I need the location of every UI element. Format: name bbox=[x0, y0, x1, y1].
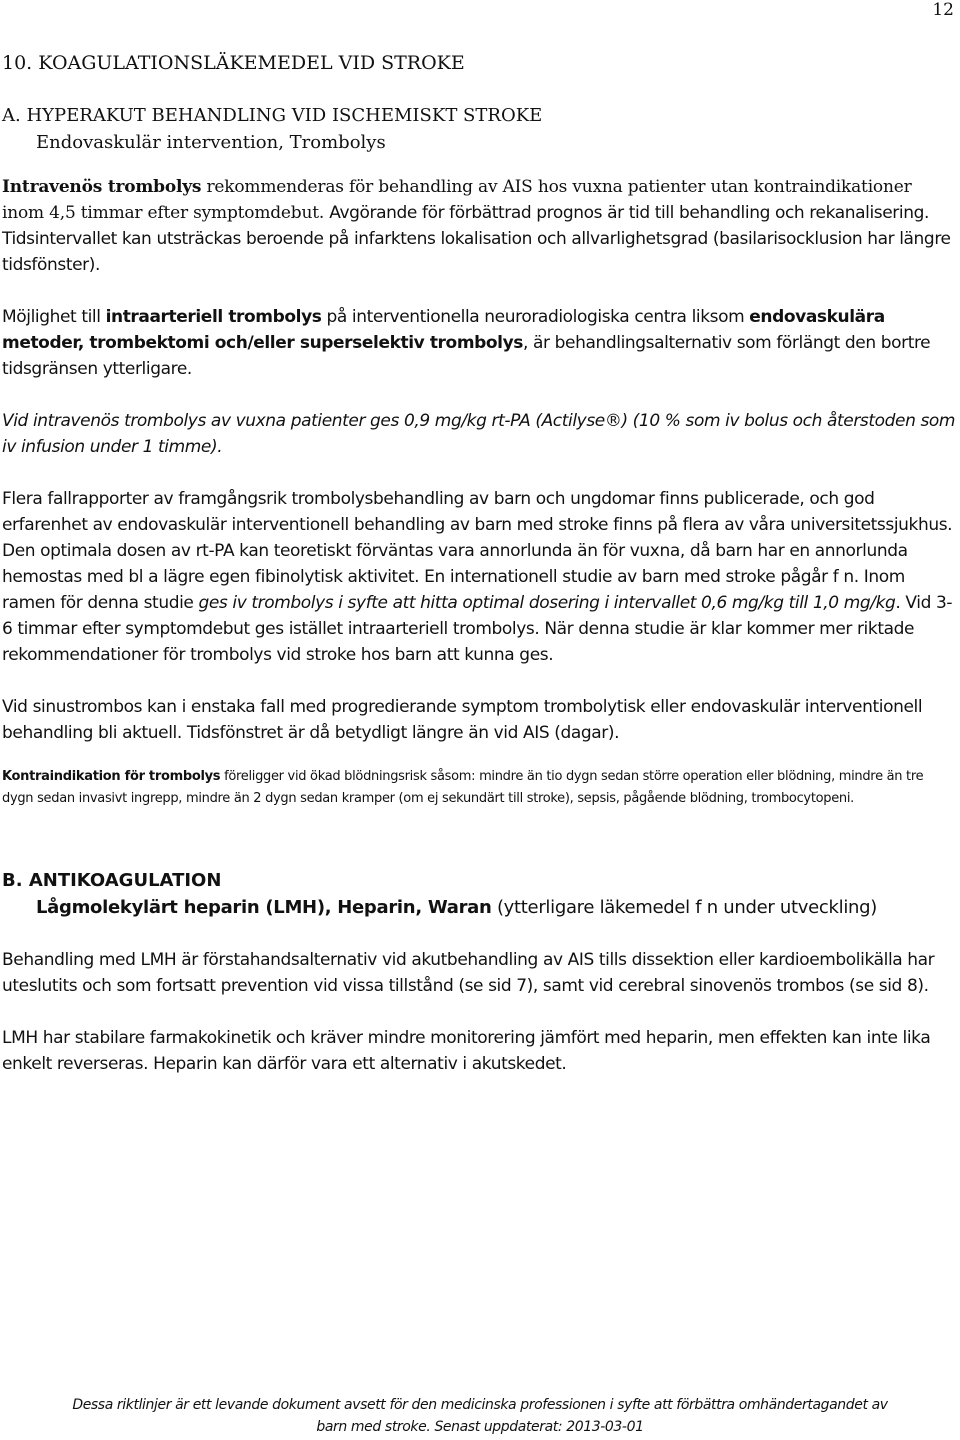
footer-note bbox=[0, 1394, 960, 1438]
anticoagulants-term: Lågmolekylärt heparin (LMH), Heparin, Waran bbox=[36, 897, 492, 918]
children-study-dosage: ges iv trombolys i syfte att hitta optimal dosering i intervallet 0,6 mg/kg till 1,0 mg/kg bbox=[198, 593, 896, 613]
page-number: 12 bbox=[932, 0, 954, 20]
dosage-text: Vid intravenös trombolys av vuxna patienter ges 0,9 mg/kg rt-PA (Actilyse®) (10 % som iv bolus och återstoden som iv infusion under 1 timme). bbox=[2, 411, 956, 457]
children-text-a: Flera fallrapporter av framgångsrik trombolysbehandling av barn och ungdomar finns publicerade, och god erfarenhet av endovaskulär interventionell behandling av barn med stroke finns på flera av våra universitetssjukhus. Den optimala dosen av rt-PA kan teoretiskt förväntas vara annorlunda än för vuxna, då barn har en annorlunda hemostas med bl a lägre egen fibinolytisk aktivitet. En internationell studie av barn med stroke pågår f n. Inom ramen för denna studie bbox=[2, 489, 953, 613]
section-a-subheading: Endovaskulär intervention, Trombolys bbox=[36, 132, 386, 153]
sinus-thrombosis-paragraph: Vid sinustrombos kan i enstaka fall med progredierande symptom trombolytisk eller endovaskulär interventionell behandling bli aktuell. Tidsfönstret är då betydligt längre än vid AIS (dagar). bbox=[2, 697, 923, 743]
lmh-treatment-paragraph: Behandling med LMH är förstahandsalternativ vid akutbehandling av AIS tills dissektion eller kardioembolikälla har uteslutits och som fortsatt prevention vid vissa tillstånd (se sid 7), samt vid cerebral sinovenös trombos (se sid 8). bbox=[2, 950, 935, 996]
dosage-paragraph bbox=[2, 408, 958, 460]
footer-line-2: barn med stroke. Senast uppdaterat: 2013-03-01 bbox=[316, 1419, 644, 1435]
intraarterial-text-c: på interventionella neuroradiologiska centra liksom bbox=[321, 307, 750, 327]
children-case-reports-paragraph bbox=[2, 486, 958, 668]
section-b-subheading bbox=[36, 894, 958, 921]
section-10-heading: 10. KOAGULATIONSLÄKEMEDEL VID STROKE bbox=[2, 52, 465, 74]
intraarterial-paragraph bbox=[2, 304, 958, 382]
prognosis-text: Avgörande för förbättrad prognos är tid till behandling och rekanalisering. Tidsintervallet kan utsträckas beroende på infarktens lokalisation och allvarlighetsgrad (basilarisocklusion har längre tidsfönster). bbox=[2, 203, 951, 275]
intravenous-thrombolysis-text: rekommenderas för behandling av AIS hos vuxna patienter utan kontraindikationer inom 4,5 timmar efter symptomdebut. bbox=[2, 177, 912, 223]
endovascular-methods-term: endovaskulära metoder, trombektomi och/eller superselektiv trombolys bbox=[2, 307, 885, 353]
intraarterial-text-d: , är behandlingsalternativ som förlängt den bortre tidsgränsen ytterligare. bbox=[2, 333, 931, 379]
section-b-heading: B. ANTIKOAGULATION bbox=[2, 870, 222, 891]
children-text-b: . Vid 3-6 timmar efter symptomdebut ges istället intraarteriell trombolys. När denna studie är klar kommer mer riktade rekommendationer för trombolys vid stroke hos barn att kunna ges. bbox=[2, 593, 953, 665]
section-a-heading: A. HYPERAKUT BEHANDLING VID ISCHEMISKT STROKE bbox=[2, 105, 543, 126]
lmh-pharmacokinetics-paragraph: LMH har stabilare farmakokinetik och kräver mindre monitorering jämfört med heparin, men effekten kan inte lika enkelt reverseras. Heparin kan därför vara ett alternativ i akutskedet. bbox=[2, 1028, 931, 1074]
intraarterial-term: intraarteriell trombolys bbox=[105, 307, 322, 327]
intravenous-thrombolysis-paragraph bbox=[2, 174, 958, 278]
contraindication-paragraph bbox=[2, 766, 958, 810]
intraarterial-text-a: Möjlighet till bbox=[2, 307, 106, 327]
intravenous-thrombolysis-term: Intravenös trombolys bbox=[2, 177, 202, 197]
anticoagulants-note: (ytterligare läkemedel f n under utveckling) bbox=[491, 897, 877, 918]
contraindication-term: Kontraindikation för trombolys bbox=[2, 769, 221, 784]
document-body bbox=[2, 50, 958, 1103]
footer-line-1: Dessa riktlinjer är ett levande dokument avsett för den medicinska professionen i syfte att förbättra omhändertagandet av bbox=[72, 1397, 888, 1413]
contraindication-text: föreligger vid ökad blödningsrisk såsom: mindre än tio dygn sedan större operation eller blödning, mindre än tre dygn sedan invasivt ingrepp, mindre än 2 dygn sedan kramper (om ej sekundärt till stroke), sepsis, pågående blödning, trombocytopeni. bbox=[2, 769, 924, 806]
